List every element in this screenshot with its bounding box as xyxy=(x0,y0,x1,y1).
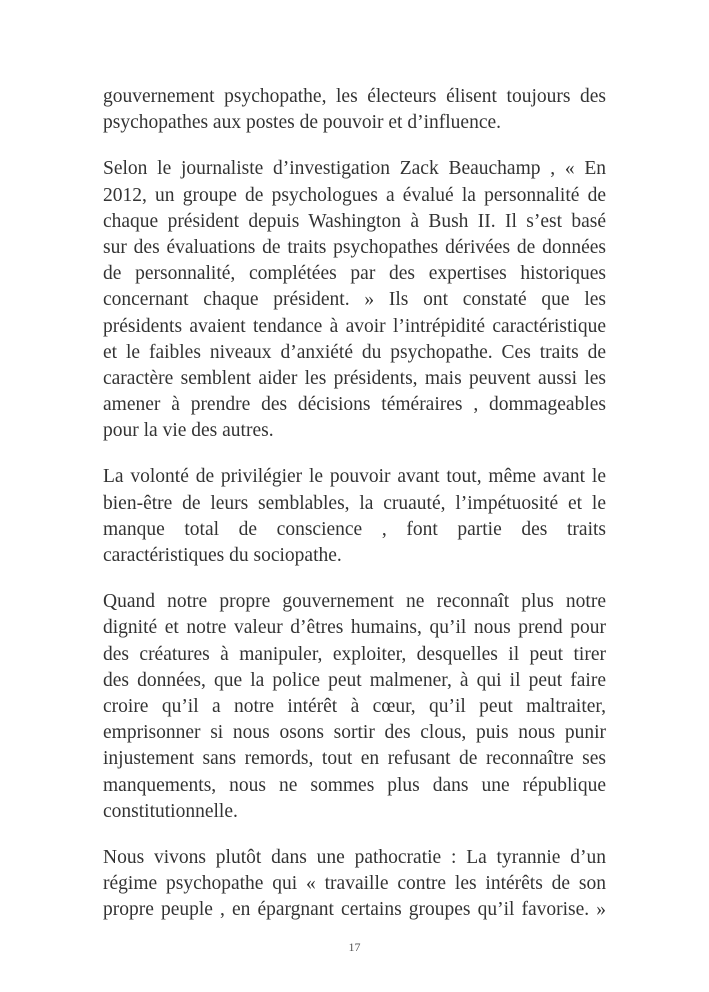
page-number: 17 xyxy=(348,940,361,954)
document-body xyxy=(103,84,606,943)
text-line: Nous vivons plutôt dans une pathocratie : La tyrannie d’un xyxy=(103,846,606,868)
paragraph xyxy=(103,589,606,825)
paragraph xyxy=(103,845,606,924)
text-line: Quand notre propre gouvernement ne reconnaît plus notre xyxy=(103,591,606,613)
text-line: injustement sans remords, tout en refusant de reconnaître ses xyxy=(103,748,606,770)
paragraph xyxy=(103,156,606,444)
text-line: 2012, un groupe de psychologues a évalué la personnalité de xyxy=(103,184,606,206)
text-line: et le faibles niveaux d’anxiété du psychopathe. Ces traits de xyxy=(103,341,606,363)
text-line: constitutionnelle. xyxy=(103,800,238,822)
text-line: des données, que la police peut malmener, à qui il peut faire xyxy=(103,669,606,691)
text-line: manque total de conscience , font partie des traits xyxy=(103,518,606,540)
text-line: La volonté de privilégier le pouvoir avant tout, même avant le xyxy=(103,466,606,488)
text-line: dignité et notre valeur d’êtres humains, qu’il nous prend pour xyxy=(103,617,606,639)
paragraph xyxy=(103,84,606,136)
text-line: manquements, nous ne sommes plus dans une république xyxy=(103,774,606,796)
text-line: des créatures à manipuler, exploiter, desquelles il peut tirer xyxy=(103,643,606,665)
text-line: de personnalité, complétées par des expertises historiques xyxy=(103,263,606,285)
text-line: caractéristiques du sociopathe. xyxy=(103,545,342,566)
text-line: emprisonner si nous osons sortir des clous, puis nous punir xyxy=(103,722,606,744)
text-line: bien-être de leurs semblables, la cruauté, l’impétuosité et le xyxy=(103,492,606,514)
text-line: pour la vie des autres. xyxy=(103,420,274,442)
text-line: amener à prendre des décisions téméraires , dommageables xyxy=(103,394,606,416)
text-line: croire qu’il a notre intérêt à cœur, qu’il peut maltraiter, xyxy=(103,695,606,717)
text-line: concernant chaque président. » Ils ont constaté que les xyxy=(103,289,606,311)
text-line: propre peuple , en épargnant certains groupes qu’il favorise. » xyxy=(103,899,606,921)
text-line: chaque président depuis Washington à Bush II. Il s’est basé xyxy=(103,210,606,232)
paragraph xyxy=(103,464,606,569)
text-line: sur des évaluations de traits psychopathes dérivées de données xyxy=(103,236,606,258)
text-line: Selon le journaliste d’investigation Zack Beauchamp , « En xyxy=(103,158,606,180)
text-line: présidents avaient tendance à avoir l’intrépidité caractéristique xyxy=(103,315,606,337)
text-line: psychopathes aux postes de pouvoir et d’influence. xyxy=(103,112,502,134)
text-line: régime psychopathe qui « travaille contre les intérêts de son xyxy=(103,873,606,895)
text-line: gouvernement psychopathe, les électeurs élisent toujours des xyxy=(103,86,606,107)
text-line: caractère semblent aider les présidents, mais peuvent aussi les xyxy=(103,367,606,389)
